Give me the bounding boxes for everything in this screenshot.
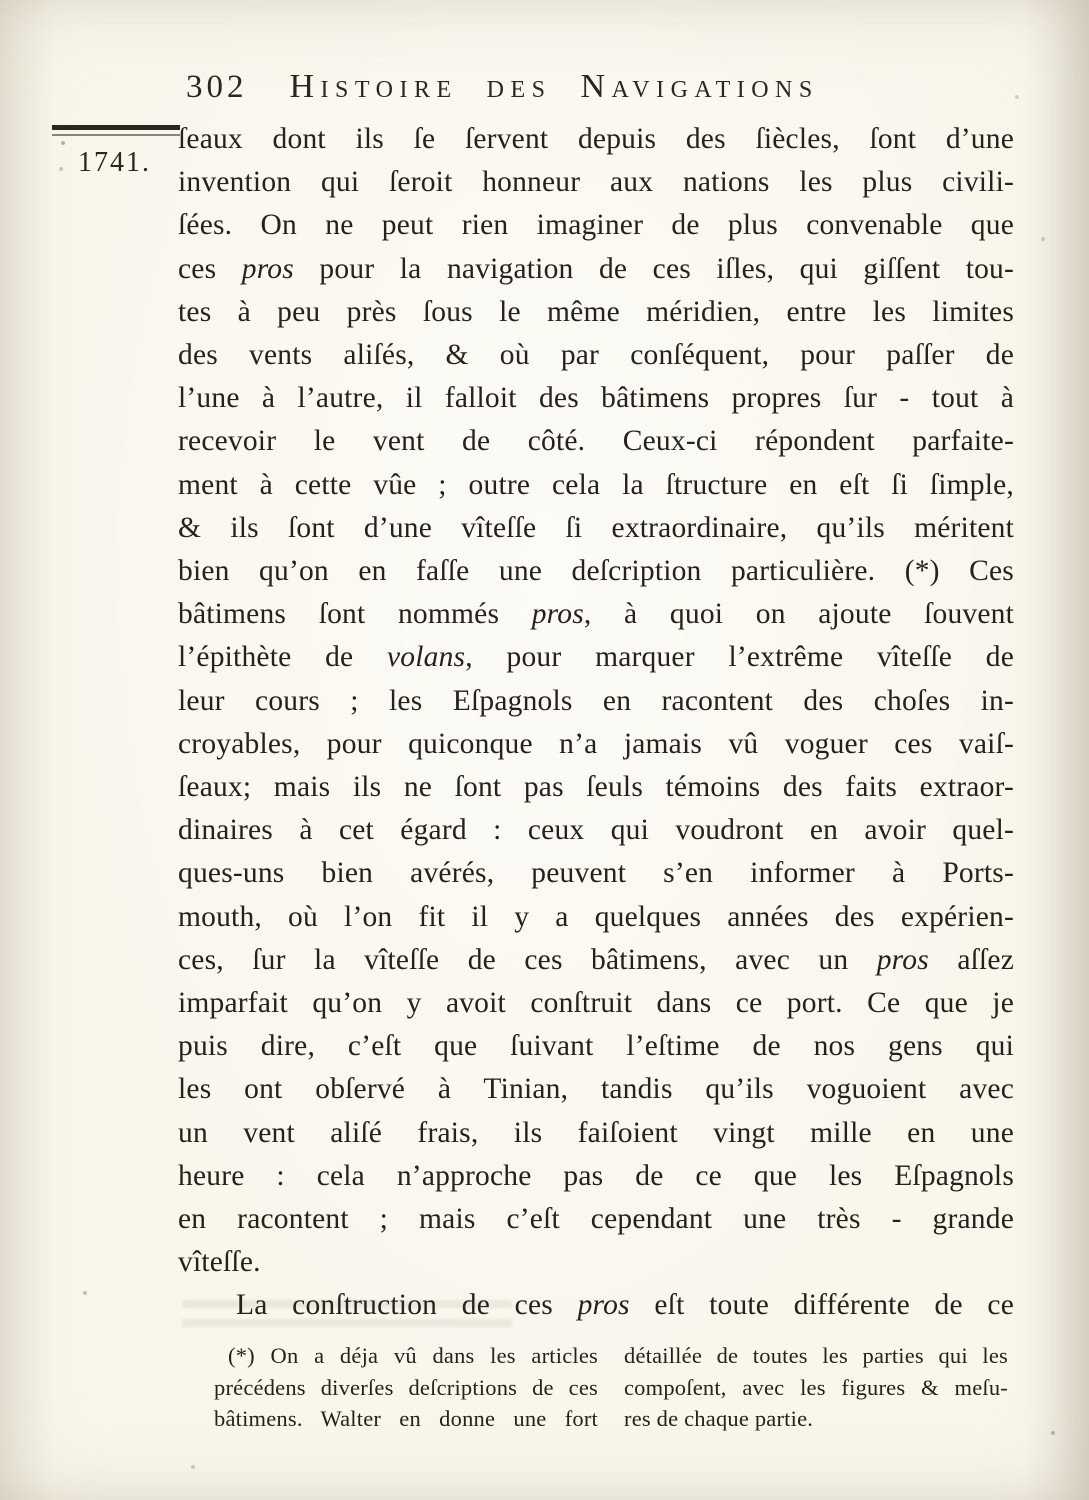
text-run: leur cours ; les Eſpagnols en racontent des choſes in-	[178, 684, 1014, 717]
text-run: & ils ſont d’une vîteſſe ſi extraordinaire, qu’ils méritent	[178, 511, 1014, 544]
text-line	[178, 982, 1014, 1025]
text-line	[178, 291, 1014, 334]
text-line	[178, 636, 1014, 679]
text-run: La conſtruction de ces	[236, 1289, 578, 1322]
footnote	[214, 1340, 1008, 1435]
text-run: les ont obſervé à Tinian, tandis qu’ils voguoient avec	[178, 1073, 1014, 1106]
text-line	[214, 1372, 598, 1404]
footnote-col-left	[214, 1340, 598, 1435]
text-line	[178, 248, 1014, 291]
page-number: 302	[186, 69, 248, 105]
text-run: ces	[178, 252, 242, 285]
italic-term: pros	[876, 943, 929, 976]
text-line	[214, 1340, 598, 1372]
margin-year-note: 1741.	[78, 147, 151, 178]
text-run: l’une à l’autre, il falloit des bâtimens propres ſur - tout à	[178, 382, 1014, 415]
text-run: un vent aliſé frais, ils faiſoient vingt mille en une	[178, 1116, 1014, 1149]
text-run: compoſent, avec les figures & meſu-	[624, 1374, 1008, 1400]
text-line	[178, 1068, 1014, 1111]
text-run: imparfait qu’on y avoit conſtruit dans ce port. Ce que je	[178, 987, 1014, 1020]
text-run: tes à peu près ſous le même méridien, entre les limites	[178, 295, 1014, 328]
text-line	[178, 766, 1014, 809]
text-line	[178, 1241, 1014, 1284]
text-run: aſſez	[928, 943, 1014, 976]
text-run: ment à cette vûe ; outre cela la ſtructure en eſt ſi ſimple,	[178, 468, 1014, 501]
text-run: ſeaux; mais ils ne ſont pas ſeuls témoins des faits extraor-	[178, 771, 1014, 804]
text-run: détaillée de toutes les parties qui les	[624, 1343, 1008, 1368]
text-line	[214, 1403, 598, 1435]
text-line	[178, 550, 1014, 593]
text-run: heure : cela n’approche pas de ce que les Eſpagnols	[178, 1159, 1014, 1192]
text-line	[178, 939, 1014, 982]
text-line	[178, 809, 1014, 852]
italic-term: volans	[387, 641, 466, 674]
text-line	[178, 593, 1014, 636]
text-run: puis dire, c’eſt que ſuivant l’eſtime de nos gens qui	[178, 1030, 1014, 1063]
text-run: bâtimens ſont nommés	[178, 598, 532, 631]
text-line	[624, 1340, 1008, 1372]
text-line	[178, 377, 1014, 420]
text-run: ſées. On ne peut rien imaginer de plus convenable que	[178, 209, 1014, 242]
text-run: (*) On a déja vû dans les articles	[228, 1343, 598, 1368]
text-run: eſt toute différente de ce	[629, 1289, 1014, 1322]
text-run: précédens diverſes deſcriptions de ces	[214, 1374, 598, 1400]
text-line	[178, 1155, 1014, 1198]
header-title: Histoire des Navigations	[289, 68, 819, 105]
text-run: ſeaux dont ils ſe ſervent depuis des ſiècles, ſont d’une	[178, 123, 1014, 155]
text-run: mouth, où l’on fit il y a quelques années des expérien-	[178, 900, 1014, 933]
text-run: pour la navigation de ces iſles, qui giſſent tou-	[293, 252, 1015, 285]
text-line	[178, 1198, 1014, 1241]
italic-term: pros	[531, 598, 584, 631]
text-line	[178, 852, 1014, 895]
text-run: bâtimens. Walter en donne une fort	[214, 1406, 598, 1431]
text-line	[178, 896, 1014, 939]
text-line	[178, 420, 1014, 463]
italic-term: pros	[241, 252, 294, 285]
text-run: des vents aliſés, & où par conſéquent, pour paſſer de	[178, 339, 1014, 372]
text-run: vîteſſe.	[178, 1246, 261, 1279]
text-line	[178, 507, 1014, 550]
text-run: invention qui ſeroit honneur aux nations les plus civili-	[178, 166, 1014, 199]
text-run: res de chaque partie.	[624, 1406, 814, 1431]
italic-term: pros	[577, 1289, 630, 1322]
text-run: en racontent ; mais c’eſt cependant une très - grande	[178, 1203, 1014, 1236]
text-run: l’épithète de	[178, 641, 388, 674]
running-header	[186, 68, 819, 106]
text-line	[178, 680, 1014, 723]
text-line	[178, 723, 1014, 766]
text-run: dinaires à cet égard : ceux qui voudront en avoir quel-	[178, 814, 1014, 847]
text-line	[178, 1025, 1014, 1068]
text-line	[178, 118, 1014, 161]
text-run: , pour marquer l’extrême vîteſſe de	[465, 641, 1014, 674]
margin-rule	[52, 125, 180, 136]
page-body	[178, 118, 1014, 1328]
text-line	[178, 1112, 1014, 1155]
text-run: ces, ſur la vîteſſe de ces bâtimens, avec un	[178, 943, 877, 976]
footnote-col-right	[624, 1340, 1008, 1435]
ink-showthrough-smudge	[182, 1296, 512, 1334]
text-line	[624, 1372, 1008, 1404]
text-run: croyables, pour quiconque n’a jamais vû voguer ces vaiſ-	[178, 727, 1014, 760]
text-line	[178, 464, 1014, 507]
paper-specks	[0, 0, 2, 2]
text-run: recevoir le vent de côté. Ceux-ci répondent parfaite-	[178, 425, 1014, 458]
text-line	[624, 1403, 1008, 1435]
text-line	[178, 161, 1014, 204]
text-line	[178, 334, 1014, 377]
text-line	[178, 204, 1014, 247]
paragraph-1	[178, 118, 1014, 1284]
text-run: bien qu’on en faſſe une deſcription particulière. (*) Ces	[178, 555, 1014, 588]
text-run: , à quoi on ajoute ſouvent	[583, 598, 1014, 631]
text-run: ques-uns bien avérés, peuvent s’en informer à Ports-	[178, 857, 1014, 890]
